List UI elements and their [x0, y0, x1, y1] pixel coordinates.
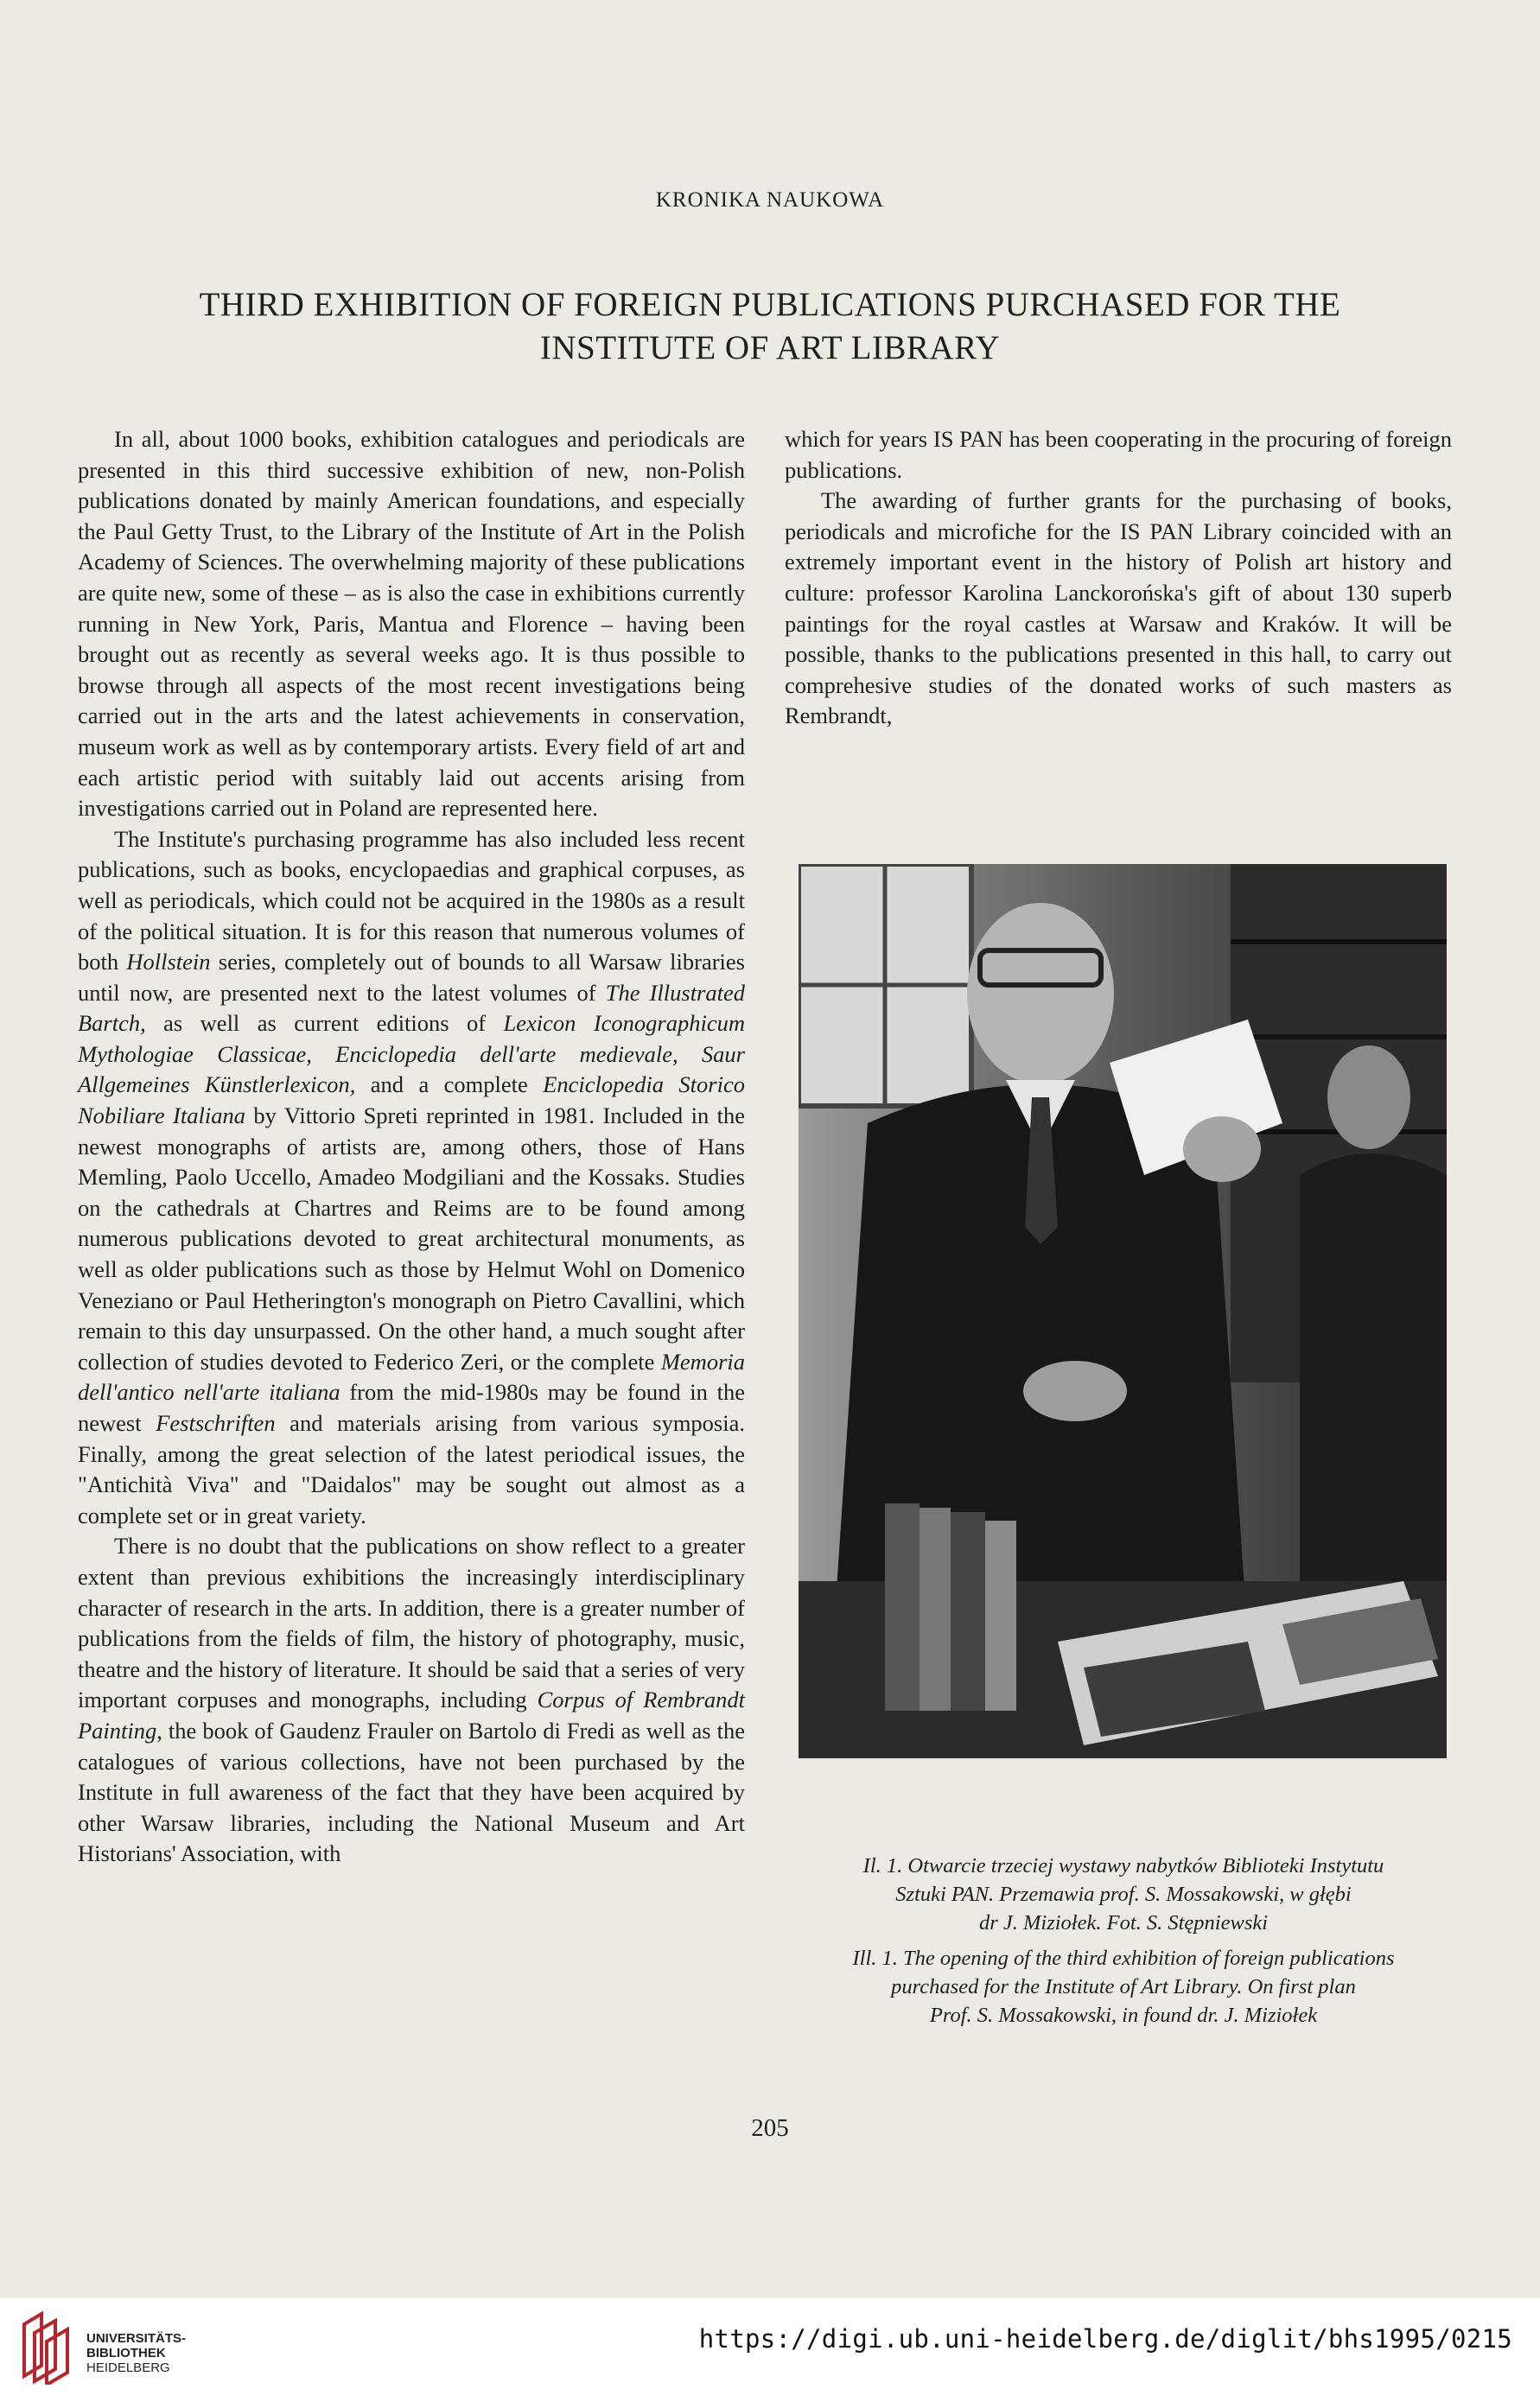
caption-english: Ill. 1. The opening of the third exhibition of foreign publications purchased for the Institute of Art Library. On first plan Prof. S. Mossakowski, in found dr. J. Miziołek — [852, 1947, 1395, 2027]
permalink[interactable]: https://digi.ub.uni-heidelberg.de/diglit/bhs1995/0215 — [698, 2324, 1512, 2354]
exhibition-photo — [799, 864, 1447, 1758]
article-title — [130, 283, 1410, 370]
caption-polish: Il. 1. Otwarcie trzeciej wystawy nabytków Biblioteki Instytutu Sztuki PAN. Przemawia prof. S. Mossakowski, w głębi dr J. Miziołek. Fot. S. Stępniewski — [862, 1854, 1384, 1935]
digitization-footer — [0, 2298, 1540, 2408]
library-logo-icon — [17, 2307, 73, 2385]
title-line-1: THIRD EXHIBITION OF FOREIGN PUBLICATIONS PURCHASED FOR THE — [199, 286, 1341, 323]
left-column — [78, 424, 745, 1870]
paragraph-4: The awarding of further grants for the purchasing of books, periodicals and microfiche for the IS PAN Library coincided with an extremely important event in the history of Polish art history and culture: professor Karolina Lanckorońska's gift of about 130 superb paintings for the royal castles at Warsaw and Kraków. It will be possible, thanks to the publications presented in this hall, to carry out comprehesive studies of the donated works of such masters as Rembrandt, — [785, 487, 1452, 729]
title-line-2: INSTITUTE OF ART LIBRARY — [539, 329, 1001, 366]
paragraph-3: There is no doubt that the publications on show reflect to a greater extent than previous exhibitions the increasingly interdisciplinary character of research in the arts. In addition, there is a greater number of publications from the fields of film, the history of photography, music, theatre and the history of literature. It should be said that a series of very important corpuses and monographs, including Corpus of Rembrandt Painting, the book of Gaudenz Frauler on Bartolo di Fredi as well as the catalogues of various collections, have not been purchased by the Institute in full awareness of the fact that they have been acquired by other Warsaw libraries, including the National Museum and Art Historians' Association, with — [78, 1533, 745, 1867]
right-column — [785, 424, 1452, 732]
figure-caption — [760, 1852, 1486, 2030]
paragraph-1: In all, about 1000 books, exhibition catalogues and periodicals are presented in this third successive exhibition of new, non-Polish publications donated by mainly American foundations, and especially the Paul Getty Trust, to the Library of the Institute of Art in the Polish Academy of Sciences. The overwhelming majority of these publications are quite new, some of these – as is also the case in exhibitions currently running in New York, Paris, Mantua and Florence – having been brought out as recently as several weeks ago. It is thus possible to browse through all aspects of the most recent investigations being carried out in the arts and the latest achievements in conservation, museum work as well as by contemporary artists. Every field of art and each artistic period with suitably laid out accents arising from investigations carried out in Poland are represented here. — [78, 426, 745, 822]
library-name: UNIVERSITÄTS- BIBLIOTHEK HEIDELBERG — [86, 2331, 187, 2375]
running-head: KRONIKA NAUKOWA — [655, 188, 885, 212]
paragraph-continued: which for years IS PAN has been cooperating in the procuring of foreign publications. — [785, 426, 1452, 483]
paragraph-2: The Institute's purchasing programme has also included less recent publications, such as books, encyclopaedias and graphical corpuses, as well as periodicals, which could not be acquired in the 1980s as a result of the political situation. It is for this reason that numerous volumes of both Hollstein series, completely out of bounds to all Warsaw libraries until now, are presented next to the latest volumes of The Illustrated Bartch, as well as current editions of Lexicon Iconographicum Mythologiae Classicae, Enciclopedia dell'arte medievale, Saur Allgemeines Künstlerlexicon, and a complete Enciclopedia Storico Nobiliare Italiana by Vittorio Spreti reprinted in 1981. Included in the newest monographs of artists are, among others, those of Hans Memling, Paolo Uccello, Amadeo Modgiliani and the Kossaks. Studies on the cathedrals at Chartres and Reims are to be found among numerous publications devoted to great architectural monuments, as well as older publications such as those by Helmut Wohl on Domenico Veneziano or Paul Hetherington's monograph on Pietro Cavallini, which remain to this day unsurpassed. On the other hand, a much sought after collection of studies devoted to Federico Zeri, or the complete Memoria dell'antico nell'arte italiana from the mid-1980s may be found in the newest Festschriften and materials arising from various symposia. Finally, among the great selection of the latest periodical issues, the "Antichità Viva" and "Daidalos" may be sought out almost as a complete set or in great variety. — [78, 825, 745, 1528]
page-number: 205 — [751, 2114, 789, 2142]
